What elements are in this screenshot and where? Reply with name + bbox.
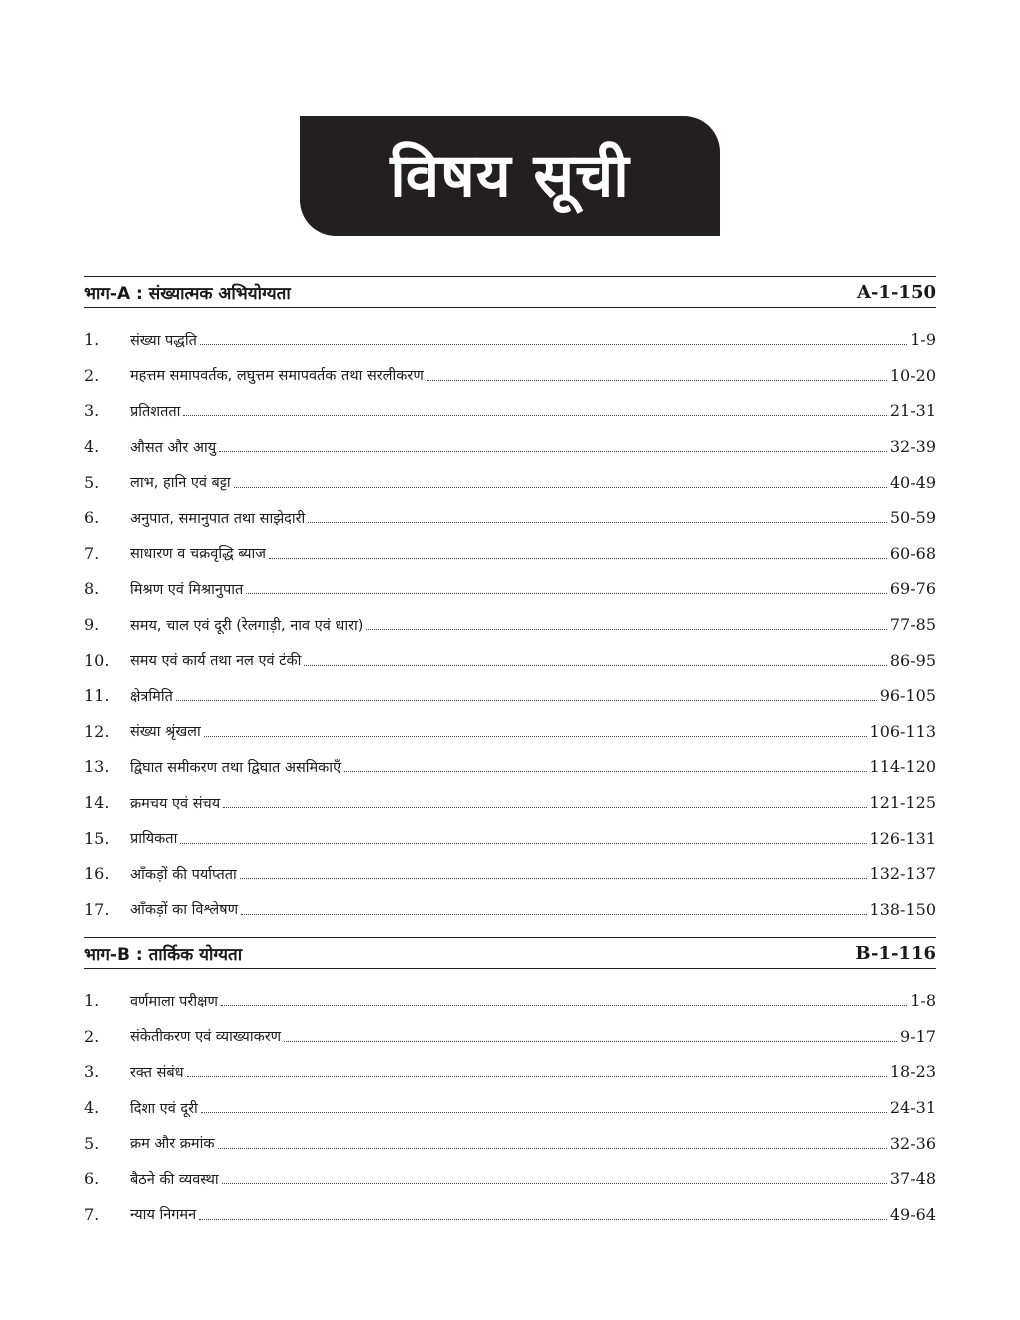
- toc-entry-title: संकेतीकरण एवं व्याख्याकरण: [130, 1029, 282, 1046]
- page-title-banner: [300, 116, 720, 236]
- section-header: [84, 937, 936, 969]
- dot-leader: [284, 1041, 897, 1042]
- toc-entry-title: समय एवं कार्य तथा नल एवं टंकी: [130, 653, 302, 670]
- toc-entry-title: साधारण व चक्रवृद्धि ब्याज: [130, 546, 267, 563]
- toc-entry-number: 7.: [84, 1204, 100, 1224]
- toc-entry: [84, 429, 936, 465]
- toc-entry: [84, 393, 936, 429]
- toc-entry-number: 3.: [84, 1062, 100, 1082]
- toc-entry-number: 4.: [84, 437, 100, 457]
- toc-entry-title: प्रतिशतता: [130, 403, 181, 420]
- section-page-range: B-1-116: [855, 942, 936, 964]
- toc-entry-title: बैठने की व्यवस्था: [130, 1171, 219, 1188]
- toc-entry-number: 8.: [84, 579, 100, 599]
- dot-leader: [200, 344, 907, 345]
- toc-entry-pages: 24-31: [889, 1098, 936, 1118]
- toc-entry-title: संख्या श्रृंखला: [130, 724, 201, 741]
- toc-entry: [84, 607, 936, 643]
- toc-entry-pages: 96-105: [879, 686, 936, 706]
- toc-entry: [84, 678, 936, 714]
- toc-entry: [84, 500, 936, 536]
- toc-entry-number: 2.: [84, 365, 100, 385]
- toc-entry-pages: 37-48: [889, 1169, 936, 1189]
- toc-entry-title: संख्या पद्धति: [130, 332, 197, 349]
- toc-entry-title: महत्तम समापवर्तक, लघुत्तम समापवर्तक तथा सरलीकरण: [130, 368, 424, 385]
- toc-entry-number: 2.: [84, 1026, 100, 1046]
- toc-entry-number: 1.: [84, 991, 100, 1011]
- dot-leader: [223, 807, 866, 808]
- dot-leader: [183, 415, 886, 416]
- dot-leader: [241, 914, 866, 915]
- toc-entry-title: औसत और आयु: [130, 439, 217, 456]
- toc-entry-number: 17.: [84, 899, 110, 919]
- toc-entry: [84, 749, 936, 785]
- toc-entry-title: अनुपात, समानुपात तथा साझेदारी: [130, 510, 306, 527]
- dot-leader: [427, 380, 887, 381]
- toc-entry-number: 3.: [84, 401, 100, 421]
- section-page-range: A-1-150: [856, 281, 936, 303]
- toc-entry-pages: 32-36: [889, 1133, 936, 1153]
- dot-leader: [176, 700, 877, 701]
- dot-leader: [269, 558, 887, 559]
- toc-entry-pages: 114-120: [869, 757, 936, 777]
- toc-list: [84, 322, 936, 927]
- dot-leader: [366, 629, 886, 630]
- toc-entry-number: 6.: [84, 508, 100, 528]
- toc-entry-title: प्रायिकता: [130, 831, 178, 848]
- dot-leader: [304, 665, 887, 666]
- toc-entry-title: द्विघात समीकरण तथा द्विघात असमिकाएँ: [130, 759, 342, 776]
- toc-entry: [84, 856, 936, 892]
- toc-entry: [84, 322, 936, 358]
- dot-leader: [204, 736, 867, 737]
- toc-entry-title: मिश्रण एवं मिश्रानुपात: [130, 581, 244, 598]
- toc-entry-pages: 60-68: [889, 543, 936, 563]
- dot-leader: [222, 1183, 887, 1184]
- dot-leader: [218, 1148, 887, 1149]
- dot-leader: [221, 1005, 907, 1006]
- toc-entry-pages: 106-113: [869, 721, 936, 741]
- toc-entry: [84, 571, 936, 607]
- toc-entry-pages: 32-39: [889, 437, 936, 457]
- toc-entry-title: समय, चाल एवं दूरी (रेलगाड़ी, नाव एवं धारा): [130, 617, 364, 634]
- toc-entry-number: 12.: [84, 721, 110, 741]
- toc-entry: [84, 892, 936, 928]
- toc-entry: [84, 714, 936, 750]
- toc-entry-pages: 40-49: [889, 472, 936, 492]
- toc-entry-pages: 50-59: [889, 508, 936, 528]
- section-b: [84, 937, 936, 1232]
- toc-entry-number: 10.: [84, 650, 110, 670]
- toc-entry-number: 13.: [84, 757, 110, 777]
- toc-list: [84, 983, 936, 1232]
- toc-entry: [84, 1019, 936, 1055]
- toc-entry-pages: 21-31: [889, 401, 936, 421]
- dot-leader: [180, 843, 866, 844]
- section-a: [84, 276, 936, 927]
- toc-entry-title: क्रमचय एवं संचय: [130, 795, 221, 812]
- dot-leader: [234, 487, 887, 488]
- toc-entry-number: 1.: [84, 330, 100, 350]
- toc-entry-pages: 1-9: [910, 330, 936, 350]
- toc-entry-pages: 49-64: [889, 1204, 936, 1224]
- toc-entry: [84, 1197, 936, 1233]
- toc-entry-title: रक्त संबंध: [130, 1064, 184, 1081]
- toc-entry-title: क्षेत्रमिति: [130, 688, 173, 705]
- toc-entry-title: न्याय निगमन: [130, 1207, 197, 1224]
- toc-entry: [84, 536, 936, 572]
- toc-entry: [84, 642, 936, 678]
- toc-entry-pages: 132-137: [869, 864, 936, 884]
- toc-entry-number: 11.: [84, 686, 110, 706]
- dot-leader: [187, 1076, 887, 1077]
- toc-entry: [84, 358, 936, 394]
- toc-entry-title: आँकड़ों का विश्लेषण: [130, 902, 239, 919]
- toc-entry-title: क्रम और क्रमांक: [130, 1136, 215, 1153]
- dot-leader: [344, 771, 866, 772]
- toc-entry-number: 16.: [84, 864, 110, 884]
- toc-entry-number: 15.: [84, 828, 110, 848]
- toc-entry-pages: 69-76: [889, 579, 936, 599]
- toc-entry: [84, 820, 936, 856]
- toc-entry: [84, 1090, 936, 1126]
- toc-entry-number: 9.: [84, 615, 100, 635]
- section-header: [84, 276, 936, 308]
- section-title: भाग-A : संख्यात्मक अभियोग्यता: [84, 283, 291, 304]
- toc-entry-title: लाभ, हानि एवं बट्टा: [130, 475, 231, 492]
- dot-leader: [199, 1219, 887, 1220]
- toc-entry: [84, 983, 936, 1019]
- toc-entry: [84, 464, 936, 500]
- toc-entry-number: 5.: [84, 472, 100, 492]
- dot-leader: [219, 451, 887, 452]
- toc-entry-pages: 1-8: [910, 991, 936, 1011]
- toc-entry-pages: 86-95: [889, 650, 936, 670]
- toc-entry-title: आँकड़ों की पर्याप्तता: [130, 866, 237, 883]
- page-title: विषय सूची: [390, 141, 630, 211]
- toc-entry: [84, 1054, 936, 1090]
- toc-entry-pages: 18-23: [889, 1062, 936, 1082]
- toc-entry-title: वर्णमाला परीक्षण: [130, 993, 218, 1010]
- toc-entry-number: 5.: [84, 1133, 100, 1153]
- toc-entry-number: 14.: [84, 793, 110, 813]
- dot-leader: [246, 593, 887, 594]
- toc-entry-number: 7.: [84, 543, 100, 563]
- toc-entry-title: दिशा एवं दूरी: [130, 1100, 198, 1117]
- toc-entry-pages: 9-17: [900, 1026, 936, 1046]
- toc-entry-pages: 10-20: [889, 365, 936, 385]
- toc-entry-number: 6.: [84, 1169, 100, 1189]
- toc-entry: [84, 1125, 936, 1161]
- toc-entry-pages: 138-150: [869, 899, 936, 919]
- toc-entry-number: 4.: [84, 1098, 100, 1118]
- dot-leader: [308, 522, 887, 523]
- toc-entry-pages: 121-125: [869, 793, 936, 813]
- section-title: भाग-B : तार्किक योग्यता: [84, 944, 243, 965]
- toc-entry: [84, 785, 936, 821]
- toc-entry-pages: 77-85: [889, 615, 936, 635]
- dot-leader: [240, 878, 867, 879]
- dot-leader: [201, 1112, 887, 1113]
- toc-entry-pages: 126-131: [869, 828, 936, 848]
- toc-entry: [84, 1161, 936, 1197]
